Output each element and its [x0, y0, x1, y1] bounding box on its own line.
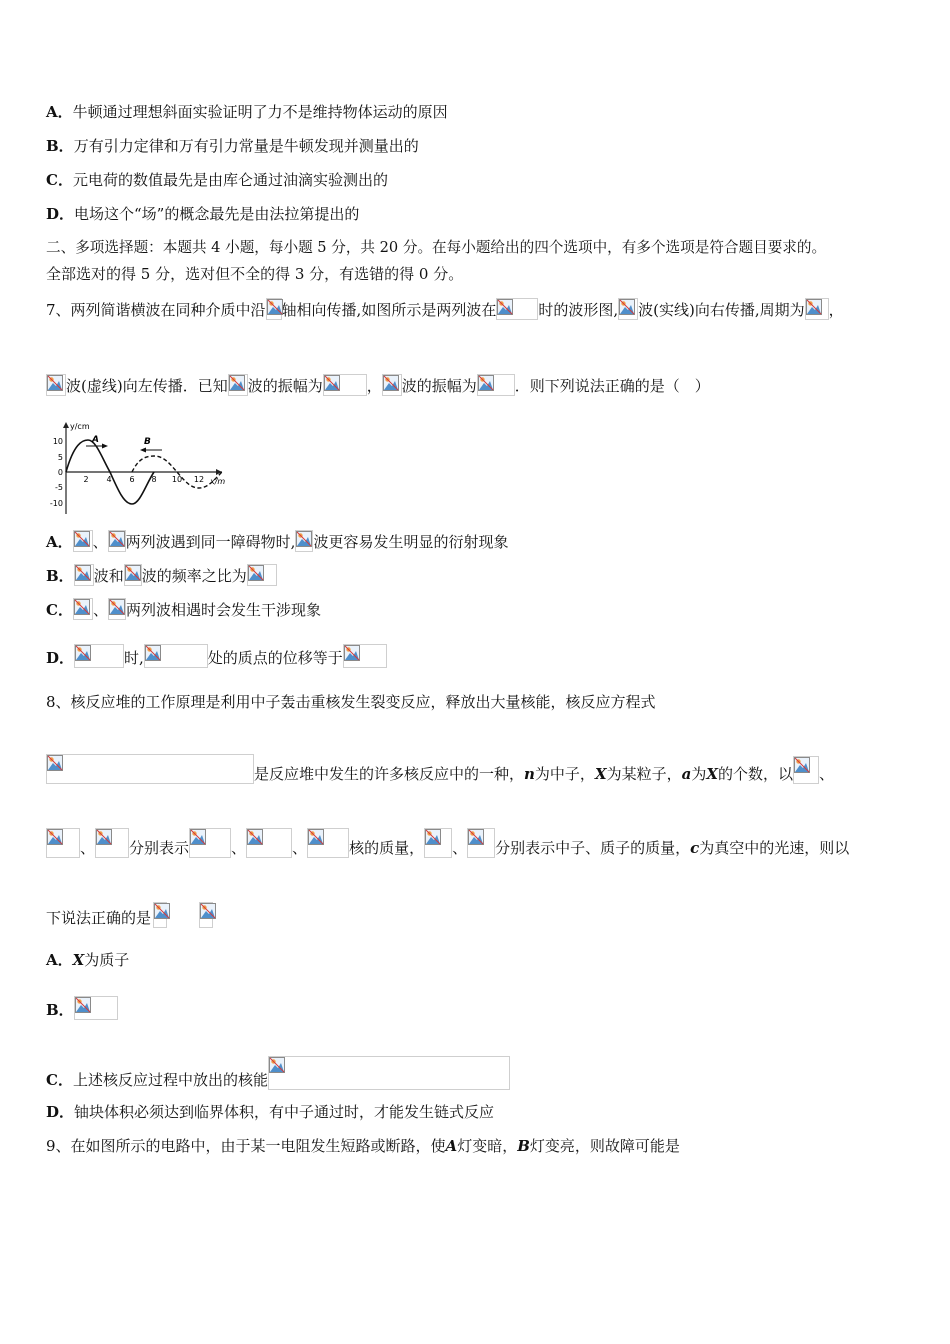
q6-option-a [46, 102, 448, 122]
q9-stem [46, 1136, 680, 1156]
y-tick-label: -5 [55, 483, 63, 492]
variable: X [706, 765, 718, 783]
q6-option-b [46, 136, 419, 156]
broken-image-icon [424, 828, 452, 858]
variable: c [690, 839, 700, 857]
variable: n [524, 765, 535, 783]
broken-image-icon [618, 298, 638, 320]
q8-stem-line1: 8、核反应堆的工作原理是利用中子轰击重核发生裂变反应，释放出大量核能，核反应方程式 [46, 693, 656, 711]
variable: X [72, 951, 85, 969]
y-tick-label: 0 [57, 468, 63, 477]
option-text: 时, [124, 649, 144, 667]
option-label: B． [46, 567, 74, 585]
broken-image-icon [307, 828, 349, 858]
x-tick-label: 10 [171, 475, 183, 484]
option-text: 处的质点的位移等于 [207, 649, 343, 667]
broken-image-icon [805, 298, 829, 320]
option-text: 电场这个“场”的概念最先是由法拉第提出的 [74, 205, 360, 223]
broken-image-icon [323, 374, 367, 396]
q7-text: 7、两列简谐横波在同种介质中沿 [46, 301, 266, 319]
broken-image-icon [153, 902, 167, 928]
option-text: 上述核反应过程中放出的核能 [72, 1071, 268, 1089]
broken-image-icon [73, 530, 93, 552]
option-label: A． [46, 533, 73, 551]
variable: A [445, 1137, 458, 1155]
broken-image-icon [124, 564, 142, 586]
option-label: A． [46, 951, 73, 969]
x-tick-label: 4 [106, 475, 112, 484]
option-text: 、 [92, 533, 108, 551]
option-text: 牛顿通过理想斜面实验证明了力不是维持物体运动的原因 [72, 103, 448, 121]
q7-text: 波(虚线)向左传播．已知 [66, 377, 228, 395]
wave-graph [44, 418, 234, 518]
q8-text: 为某粒子， [606, 765, 682, 783]
option-label: C． [46, 1071, 73, 1089]
q7-text: ， [828, 301, 844, 319]
q7-text: 波的振幅为 [247, 377, 323, 395]
x-tick-label: 8 [151, 475, 157, 484]
option-text: 、 [92, 601, 108, 619]
broken-image-icon [268, 1056, 510, 1090]
option-text: 波的频率之比为 [141, 567, 247, 585]
q8-option-c [46, 1056, 510, 1090]
broken-image-icon [46, 828, 80, 858]
broken-image-icon [144, 644, 208, 668]
q8-text: 的个数，以 [717, 765, 793, 783]
q9-text: 灯变亮，则故障可能是 [529, 1137, 680, 1155]
broken-image-icon [74, 996, 118, 1020]
q8-stem-line3 [46, 828, 849, 858]
q8-text: 分别表示中子、质子的质量， [495, 839, 691, 857]
q8-text: 、 [231, 839, 247, 857]
q9-text: 灯变暗， [457, 1137, 518, 1155]
broken-image-icon [266, 298, 282, 320]
broken-image-icon [246, 828, 292, 858]
reaction-equation-image [46, 754, 254, 784]
q8-option-b [46, 996, 118, 1020]
broken-image-icon [108, 598, 126, 620]
broken-image-icon [74, 644, 124, 668]
q8-text: 是反应堆中发生的许多核反应中的一种， [254, 765, 525, 783]
option-label: D． [46, 205, 75, 223]
section-2-heading: 二、多项选择题：本题共 4 小题，每小题 5 分，共 20 分。在每小题给出的四个选项中，有多个选项是符合题目要求的。 [46, 239, 827, 256]
broken-image-icon [247, 564, 277, 586]
broken-image-icon [74, 564, 94, 586]
variable: B [517, 1137, 530, 1155]
q8-text: 、 [819, 765, 835, 783]
variable: a [681, 765, 692, 783]
wave-b-arrowhead [140, 448, 146, 453]
q8-text: 核的质量， [349, 839, 425, 857]
option-label: D． [46, 1103, 75, 1121]
q7-option-a [46, 530, 508, 552]
q7-stem-line2 [46, 374, 710, 396]
q7-text: ， [366, 377, 382, 395]
option-label: C． [46, 601, 73, 619]
q7-text: 波的振幅为 [401, 377, 477, 395]
option-label: A． [46, 103, 73, 121]
y-tick-label: -10 [49, 499, 63, 508]
x-axis-label: x/m [210, 477, 226, 486]
broken-image-icon [382, 374, 402, 396]
x-tick-label: 12 [193, 475, 205, 484]
y-tick-label: 10 [52, 437, 63, 446]
option-text: 铀块体积必须达到临界体积，有中子通过时，才能发生链式反应 [74, 1103, 495, 1121]
broken-image-icon [108, 530, 126, 552]
q8-text: 分别表示 [129, 839, 190, 857]
q8-text: 、 [452, 839, 468, 857]
q8-option-a [46, 950, 129, 970]
option-text: 万有引力定律和万有引力常量是牛顿发现并测量出的 [73, 137, 419, 155]
broken-image-icon [496, 298, 538, 320]
q8-text: 、 [80, 839, 96, 857]
option-text: 两列波遇到同一障碍物时, [125, 533, 296, 551]
wave-b-label: B [144, 437, 151, 447]
broken-image-icon [199, 902, 213, 928]
broken-image-icon [467, 828, 495, 858]
section-2-scoring: 全部选对的得 5 分，选对但不全的得 3 分，有选错的得 0 分。 [46, 265, 464, 283]
option-text: 波和 [93, 567, 124, 585]
option-label: D． [46, 649, 75, 667]
option-label: C． [46, 171, 73, 189]
q7-option-b [46, 564, 277, 586]
broken-image-icon [228, 374, 248, 396]
option-text: 为质子 [84, 951, 130, 969]
q8-option-d [46, 1102, 494, 1122]
option-text: 两列波相遇时会发生干涉现象 [125, 601, 321, 619]
q7-option-d [46, 644, 387, 668]
wave-a-arrowhead [102, 444, 108, 449]
variable: X [594, 765, 607, 783]
q7-text: 波(实线)向右传播,周期为 [638, 301, 805, 319]
q7-text: 轴相向传播,如图所示是两列波在 [281, 301, 497, 319]
broken-image-icon [295, 530, 313, 552]
broken-image-icon [793, 756, 819, 784]
q8-stem-line2 [46, 754, 834, 784]
q7-option-c [46, 598, 321, 620]
broken-image-icon [343, 644, 387, 668]
broken-image-icon [73, 598, 93, 620]
broken-image-icon [46, 374, 66, 396]
q7-text: 时的波形图, [538, 301, 619, 319]
q8-text: 、 [292, 839, 308, 857]
option-text: 波更容易发生明显的衍射现象 [313, 533, 509, 551]
x-tick-label: 2 [83, 475, 89, 484]
q8-text: 为真空中的光速，则以 [699, 839, 850, 857]
x-tick-label: 6 [129, 475, 135, 484]
wave-a-label: A [92, 435, 99, 445]
option-text: 元电荷的数值最先是由库仑通过油滴实验测出的 [72, 171, 388, 189]
broken-image-icon [95, 828, 129, 858]
q7-stem-line1 [46, 298, 844, 320]
option-label: B． [46, 137, 74, 155]
q8-stem-line4 [46, 902, 213, 928]
y-tick-label: 5 [57, 453, 63, 462]
q8-text: 为 [691, 765, 707, 783]
option-label: B． [46, 1001, 74, 1019]
broken-image-icon [477, 374, 515, 396]
q6-option-d [46, 204, 359, 224]
q6-option-c [46, 170, 388, 190]
y-axis-label: y/cm [70, 422, 90, 431]
q8-text: 为中子， [534, 765, 595, 783]
broken-image-icon [189, 828, 231, 858]
y-axis-arrow [63, 422, 69, 428]
q9-text: 9、在如图所示的电路中，由于某一电阻发生短路或断路，使 [46, 1137, 446, 1155]
q8-text: 下说法正确的是 [46, 909, 152, 927]
q7-text: ．则下列说法正确的是（ ） [514, 377, 710, 395]
